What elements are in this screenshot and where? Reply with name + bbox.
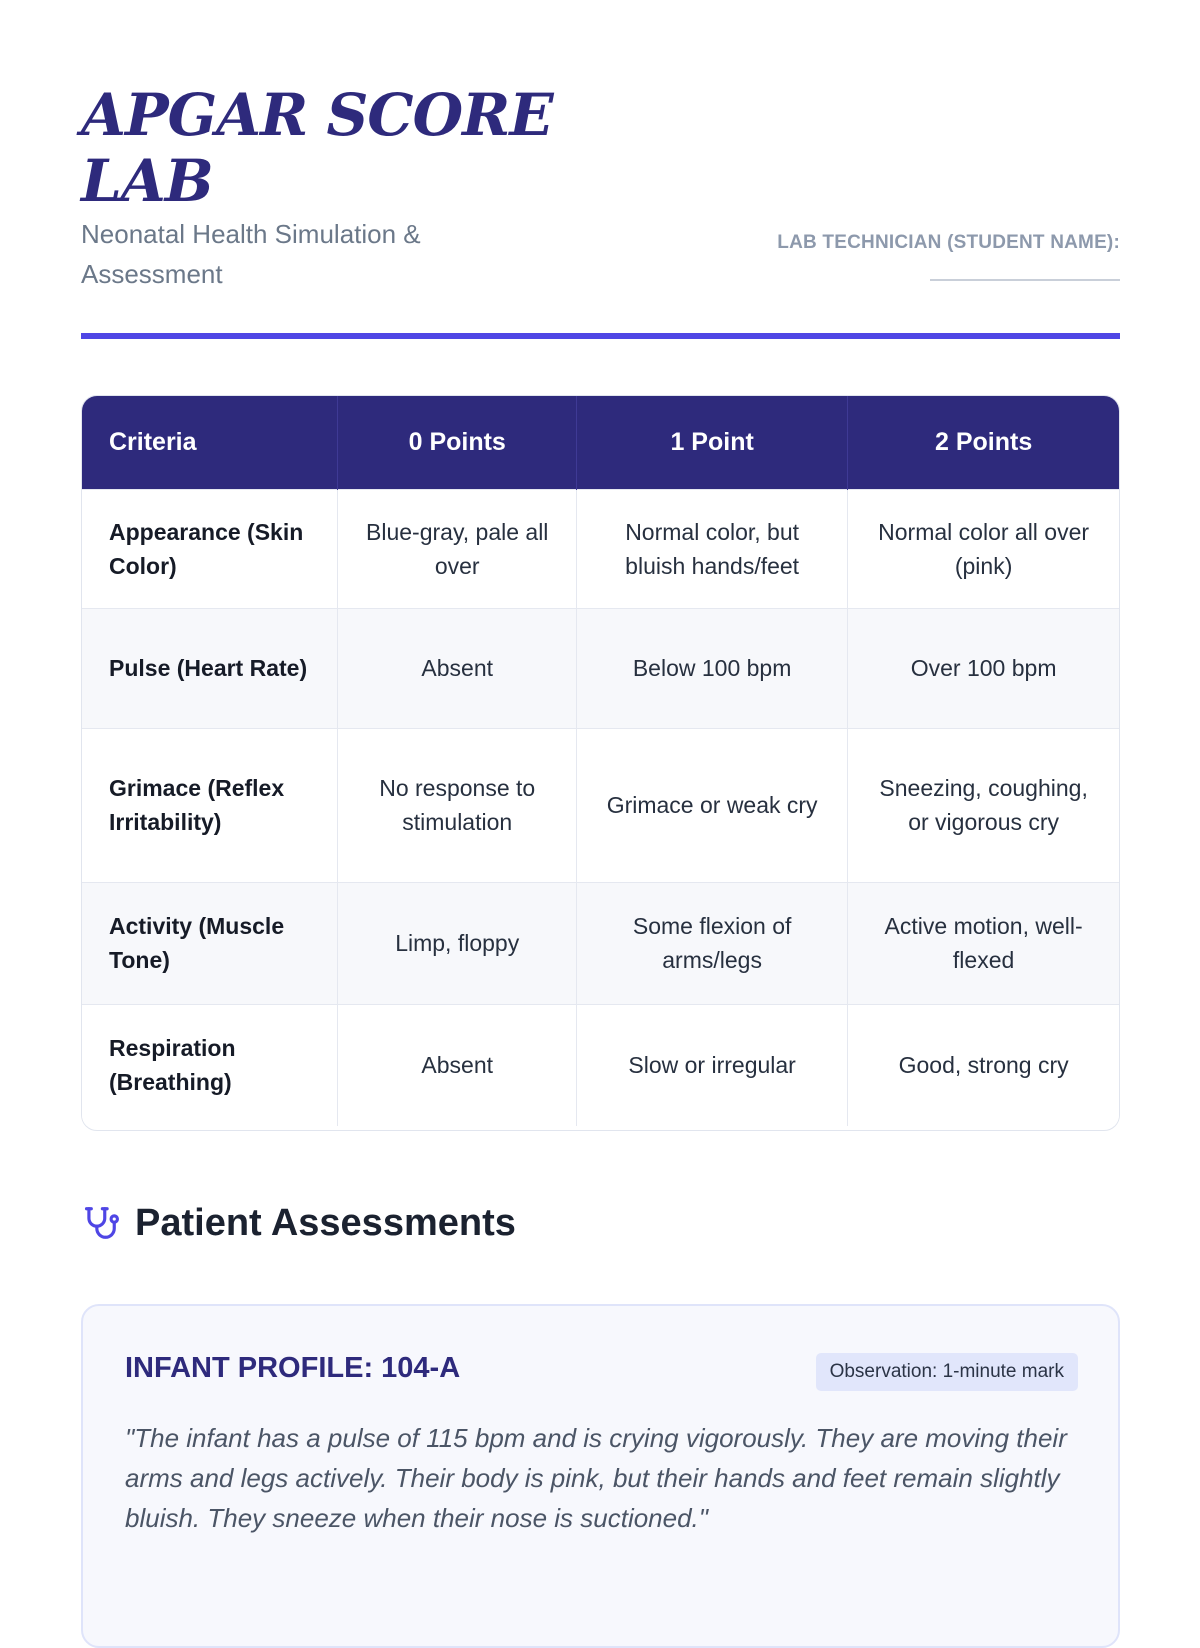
zero-points-cell: Absent [338,608,577,728]
one-point-cell: Below 100 bpm [577,608,848,728]
criteria-cell: Appearance (Skin Color) [82,489,338,608]
one-point-cell: Slow or irregular [577,1004,848,1126]
table-row [82,1004,1119,1126]
zero-points-cell: Absent [338,1004,577,1126]
zero-points-cell: Blue-gray, pale all over [338,489,577,608]
criteria-cell: Respiration (Breathing) [82,1004,338,1126]
one-point-cell: Some flexion of arms/legs [577,882,848,1004]
stethoscope-icon [81,1204,119,1242]
one-point-cell: Grimace or weak cry [577,728,848,882]
column-header-2-points: 2 Points [934,427,1033,456]
case-description: "The infant has a pulse of 115 bpm and is crying vigorously. They are moving their arms and legs actively. Their body is pink, but their hands and feet remain slightly bluish. They sneeze when their nose is suctioned." [125,1423,1067,1533]
assessments-section-heading [81,1198,516,1248]
section-title: Patient Assessments [135,1201,516,1244]
column-header-1-point: 1 Point [577,396,848,489]
table-row [82,728,1119,882]
infant-profile-card [81,1304,1120,1648]
zero-points-cell: No response to stimulation [338,728,577,882]
criteria-cell: Activity (Muscle Tone) [82,882,338,1004]
column-header-0-points: 0 Points [338,396,577,489]
two-points-cell: Sneezing, coughing, or vigorous cry [879,775,1088,835]
technician-name-line[interactable] [930,279,1120,281]
two-points-cell: Over 100 bpm [910,655,1057,681]
table-row [82,882,1119,1004]
observation-badge: Observation: 1-minute mark [816,1353,1078,1391]
page-header [81,0,1120,341]
table-header-row [82,396,1119,489]
infant-profile-title: INFANT PROFILE: 104-A [125,1352,461,1384]
one-point-cell: Normal color, but bluish hands/feet [577,489,848,608]
two-points-cell: Active motion, well-flexed [884,913,1083,973]
column-header-criteria: Criteria [82,396,338,489]
two-points-cell: Normal color all over (pink) [878,518,1090,579]
apgar-criteria-table [81,395,1120,1131]
technician-label: LAB TECHNICIAN (STUDENT NAME): [777,232,1120,253]
page-title: APGAR SCORE LAB [81,81,553,215]
criteria-cell: Pulse (Heart Rate) [82,608,338,728]
header-divider [81,333,1120,339]
lab-worksheet [81,0,1120,1533]
table-row [82,489,1119,608]
zero-points-cell: Limp, floppy [338,882,577,1004]
criteria-cell: Grimace (Reflex Irritability) [82,728,338,882]
page-subtitle: Neonatal Health Simulation & Assessment [81,219,421,289]
two-points-cell: Good, strong cry [898,1052,1069,1079]
table-row [82,608,1119,728]
